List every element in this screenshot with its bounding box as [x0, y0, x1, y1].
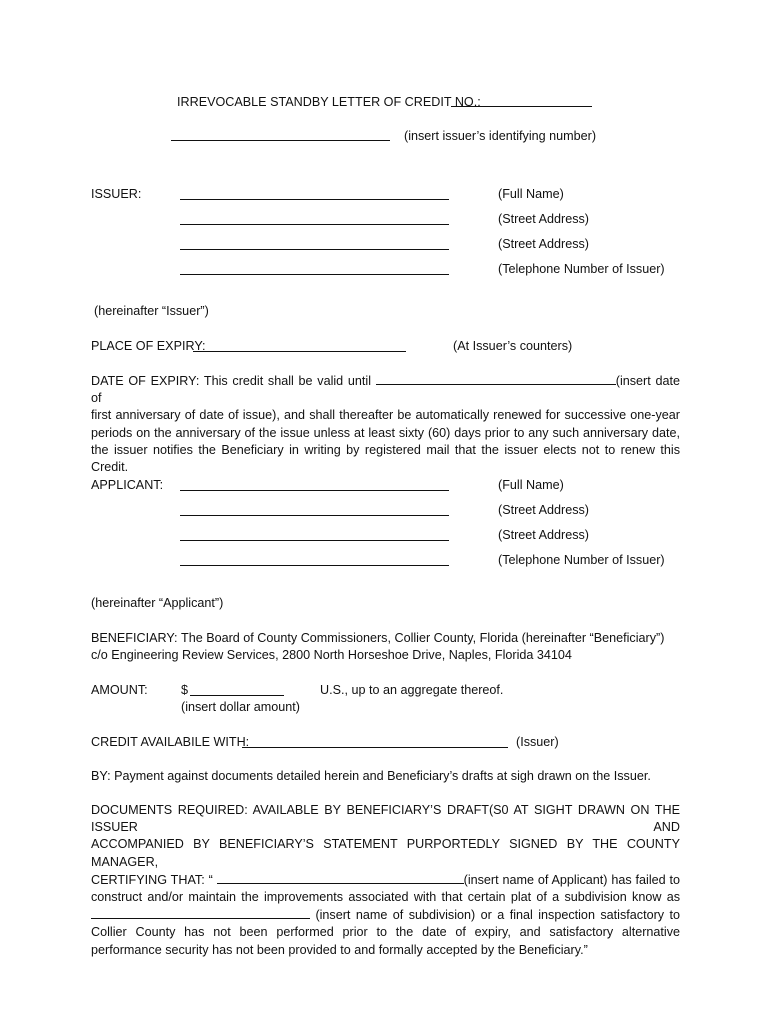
issuer-hereinafter: (hereinafter “Issuer”) [94, 304, 209, 318]
issuer-id-field[interactable] [171, 140, 390, 141]
issuer-street-address-2-field[interactable] [180, 249, 449, 250]
amount-label: AMOUNT: [91, 683, 148, 697]
place-of-expiry-note: (At Issuer’s counters) [453, 339, 573, 353]
documents-required-line: ACCOMPANIED BY BENEFICIARY’S STATEMENT PURPORTEDLY SIGNED BY THE COUNTY MANAGER, [91, 837, 680, 869]
date-of-expiry-lead: DATE OF EXPIRY: This credit shall be valid until [91, 374, 372, 388]
date-of-expiry-paragraph [91, 372, 680, 476]
beneficiary-label: BENEFICIARY: [91, 631, 178, 645]
applicant-hereinafter: (hereinafter “Applicant”) [91, 596, 224, 610]
date-of-expiry-after-blank: (insert date of [91, 374, 680, 406]
applicant-street-address-1-field[interactable] [180, 515, 449, 516]
credit-number-field[interactable] [451, 106, 592, 107]
issuer-telephone-field[interactable] [180, 274, 449, 275]
beneficiary-line-2: c/o Engineering Review Services, 2800 North Horseshoe Drive, Naples, Florida 34104 [91, 648, 572, 662]
issuer-field-label: (Full Name) [498, 187, 564, 201]
subdivision-name-field[interactable] [91, 906, 310, 919]
applicant-field-label: (Street Address) [498, 503, 589, 517]
date-of-expiry-body: first anniversary of date of issue), and shall thereafter be automatically renewed for successive one-year periods on the anniversary of the issue unless at least sixty (60) days prior to any such anniversary date, the issuer notifies the Beneficiary in writing by registered mail that the issuer elects not to renew this Credit. [91, 408, 680, 475]
beneficiary-line-1: The Board of County Commissioners, Collier County, Florida (hereinafter “Beneficiary”) [181, 631, 665, 645]
certifying-that-after: (insert name of Applicant) has failed to [463, 872, 680, 887]
amount-field[interactable] [190, 695, 284, 696]
issuer-field-label: (Telephone Number of Issuer) [498, 262, 665, 276]
by-statement: BY: Payment against documents detailed herein and Beneficiary’s drafts at sigh drawn on the Issuer. [91, 769, 651, 783]
documents-required-paragraph [91, 802, 680, 959]
applicant-street-address-2-field[interactable] [180, 540, 449, 541]
applicant-field-label: (Full Name) [498, 478, 564, 492]
documents-required-line: DOCUMENTS REQUIRED: AVAILABLE BY BENEFICIARY’S DRAFT(S0 AT SIGHT DRAWN ON THE ISSUER AND [91, 803, 680, 835]
applicant-full-name-field[interactable] [180, 490, 449, 491]
place-of-expiry-label: PLACE OF EXPIRY: [91, 339, 206, 353]
subdivision-after: (insert name of subdivision) or a final inspection satisfactory to [315, 908, 680, 923]
applicant-telephone-field[interactable] [180, 565, 449, 566]
credit-available-field[interactable] [242, 747, 508, 748]
issuer-full-name-field[interactable] [180, 199, 449, 200]
amount-suffix: U.S., up to an aggregate thereof. [320, 683, 504, 697]
documents-required-line: Collier County has not been performed prior to the date of expiry, and satisfactory alternative [91, 925, 680, 940]
issuer-id-note: (insert issuer’s identifying number) [404, 129, 597, 143]
documents-required-line: performance security has not been provided to and formally accepted by the Beneficiary.” [91, 942, 588, 957]
certifying-that-lead: CERTIFYING THAT: “ [91, 872, 213, 887]
place-of-expiry-field[interactable] [193, 351, 406, 352]
credit-available-label: CREDIT AVAILABILE WITH: [91, 735, 250, 749]
credit-available-note: (Issuer) [516, 735, 559, 749]
amount-note: (insert dollar amount) [181, 700, 300, 714]
document-title: IRREVOCABLE STANDBY LETTER OF CREDIT NO.: [177, 95, 481, 109]
issuer-street-address-1-field[interactable] [180, 224, 449, 225]
documents-required-line: construct and/or maintain the improvements associated with that certain plat of a subdivision know as [91, 890, 680, 905]
applicant-field-label: (Telephone Number of Issuer) [498, 553, 665, 567]
issuer-field-label: (Street Address) [498, 212, 589, 226]
applicant-label: APPLICANT: [91, 478, 164, 492]
applicant-name-field[interactable] [217, 871, 464, 884]
applicant-field-label: (Street Address) [498, 528, 589, 542]
issuer-field-label: (Street Address) [498, 237, 589, 251]
date-of-expiry-field[interactable] [376, 372, 616, 385]
issuer-label: ISSUER: [91, 187, 142, 201]
amount-currency: $ [181, 683, 189, 697]
